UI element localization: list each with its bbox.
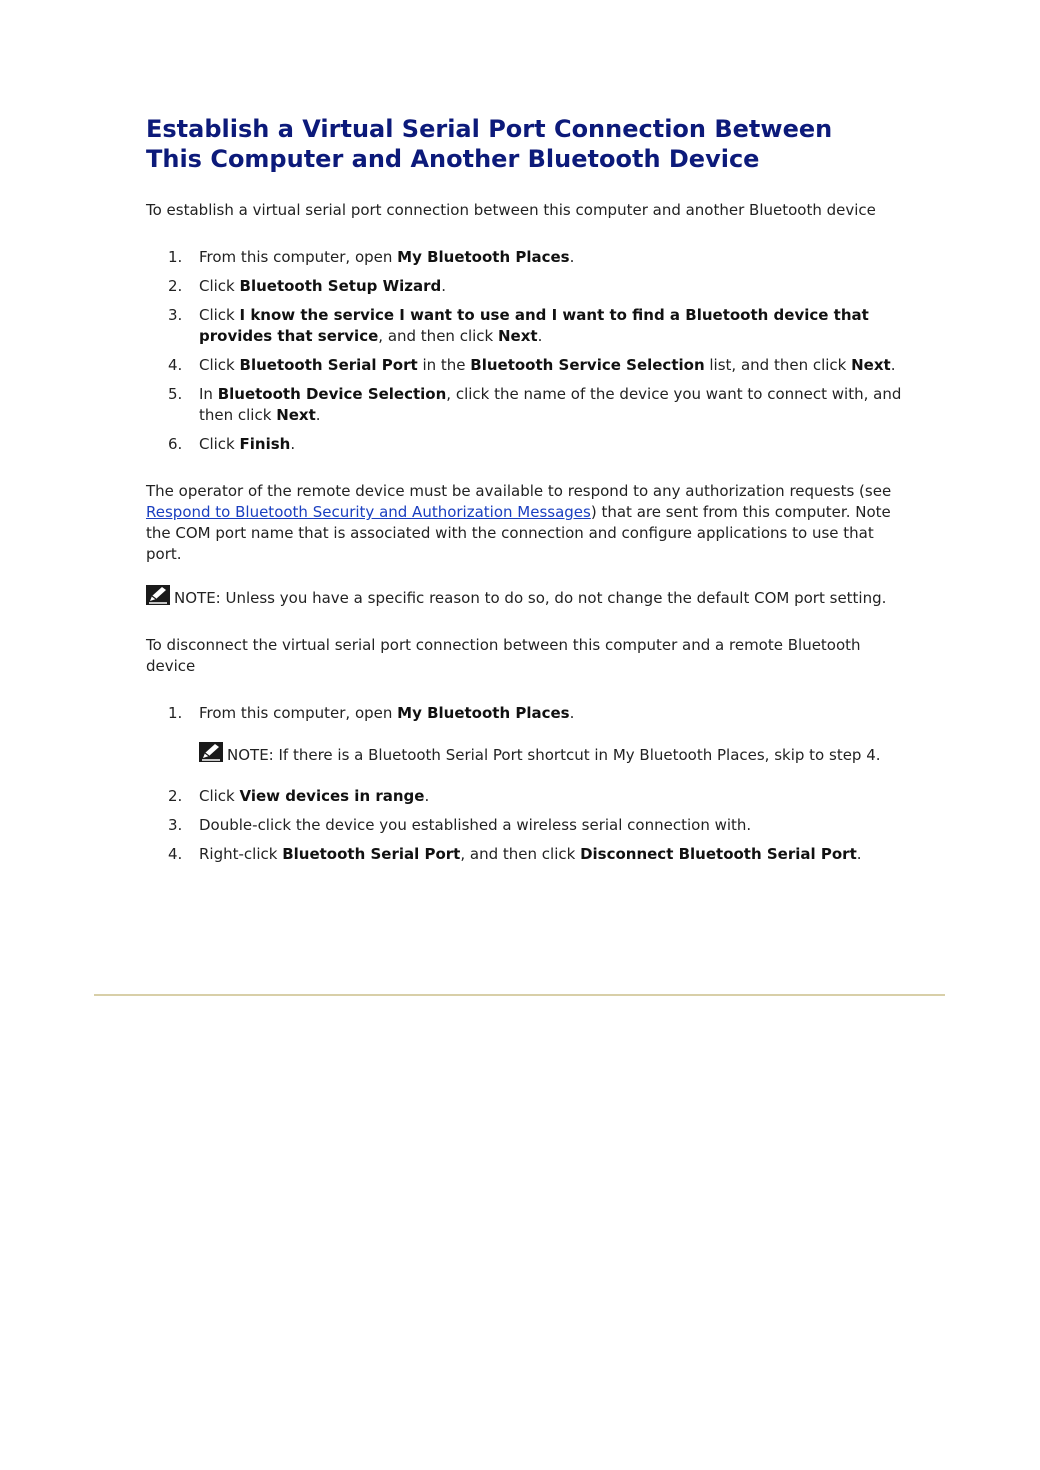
list-item: 3. Click I know the service I want to use and I want to find a Bluetooth device that provides that service, and then click Next. [168,306,869,345]
list-item: 4. Click Bluetooth Serial Port in the Bluetooth Service Selection list, and then click Next. [168,356,896,374]
intro-paragraph: To establish a virtual serial port connection between this computer and another Bluetooth device [146,201,876,219]
document-page [146,114,906,873]
list-item: 2. Click View devices in range. [168,787,430,805]
connect-steps-list [146,247,906,455]
security-messages-link[interactable]: Respond to Bluetooth Security and Authorization Messages [146,503,591,521]
disconnect-intro-paragraph: To disconnect the virtual serial port connection between this computer and a remote Bluetooth device [146,636,861,675]
list-item: 6. Click Finish. [168,435,296,453]
note-pencil-icon [199,742,223,762]
list-item: 1. From this computer, open My Bluetooth Places. NOTE: If there is a Bluetooth Serial Port shortcut in My Bluetooth Places, skip to step 4. [146,703,906,766]
footer-divider [94,994,945,996]
list-item: 2. Click Bluetooth Setup Wizard. [168,277,447,295]
list-item: 3. Double-click the device you established a wireless serial connection with. [168,816,752,834]
note-pencil-icon [146,585,170,605]
page-title: Establish a Virtual Serial Port Connection Between This Computer and Another Bluetooth Device [146,115,833,173]
operator-paragraph: The operator of the remote device must be available to respond to any authorization requests (see Respond to Bluetooth Security and Authorization Messages) that are sent from this computer. Note the COM port name that is associated with the connection and configure applications to use that port. [146,482,892,563]
list-item: 1. From this computer, open My Bluetooth Places. [168,248,575,266]
disconnect-steps-list [146,703,906,865]
note-com-port: NOTE: Unless you have a specific reason to do so, do not change the default COM port setting. [146,585,906,609]
list-item: 4. Right-click Bluetooth Serial Port, and then click Disconnect Bluetooth Serial Port. [168,845,862,863]
note-shortcut: NOTE: If there is a Bluetooth Serial Port shortcut in My Bluetooth Places, skip to step 4. [199,742,906,766]
list-item: 5. In Bluetooth Device Selection, click the name of the device you want to connect with, and then click Next. [168,385,902,424]
